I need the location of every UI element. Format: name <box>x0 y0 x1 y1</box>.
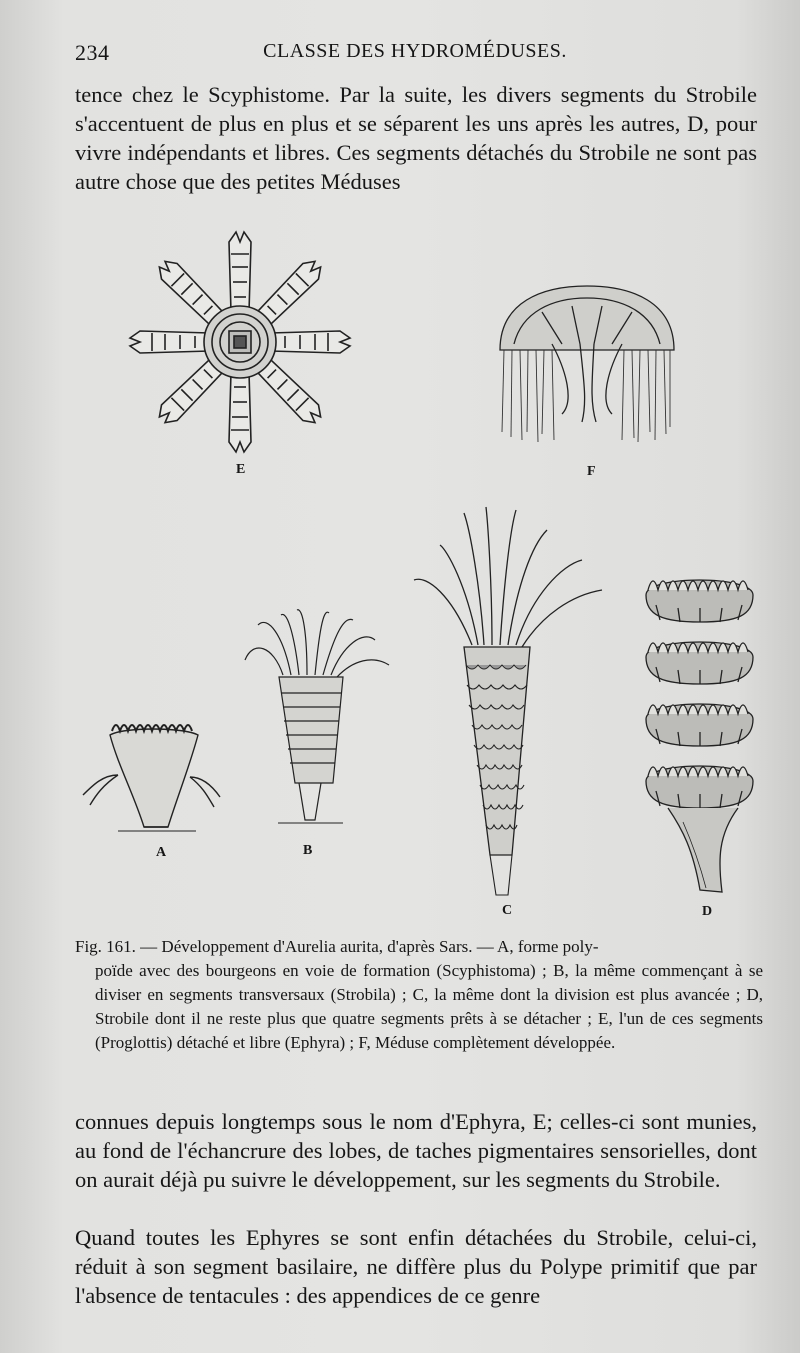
label-a: A <box>156 845 167 860</box>
medusa-illustration <box>492 282 682 447</box>
figure-b-strobila <box>243 605 393 858</box>
label-e: E <box>236 462 246 477</box>
label-f: F <box>587 464 596 479</box>
caption-body: poïde avec des bourgeons en voie de formation (Scyphistoma) ; B, la même commençant à se diviser en segments transversaux (Strobila) ; C, la même dont la division est plus avancée ; D, Strobile dont il ne reste plus que quatre segments prêts à se détacher ; E, l'un de ces segments (Proglottis) détaché et libre (Ephyra) ; F, Méduse complètement développée. <box>95 961 763 1052</box>
strobila-illustration <box>243 605 393 835</box>
figure-f-medusa <box>492 282 682 479</box>
label-d: D <box>702 904 713 919</box>
figure-e-ephyra <box>120 222 360 477</box>
body-paragraph-top: tence chez le Scyphistome. Par la suite, les divers segments du Strobile s'accentuent de plus en plus et se séparent les uns après les autres, D, pour vivre indépendants et libres. Ces segments détachés du Strobile ne sont pas autre chose que des petites Méduses <box>75 82 757 194</box>
running-title: CLASSE DES HYDROMÉDUSES. <box>263 40 567 62</box>
body-paragraph-continued: connues depuis longtemps sous le nom d'Ephyra, E; celles-ci sont munies, au fond de l'échancrure des lobes, de taches pigmentaires sensorielles, dont on aurait déjà pu suivre le développement, sur les segments du Strobile. <box>75 1109 757 1192</box>
ephyra-illustration <box>120 222 360 462</box>
page-header <box>75 40 755 68</box>
figure-a-scyphistoma <box>78 715 228 860</box>
label-c: C <box>502 903 513 918</box>
strobila-advanced-illustration <box>412 505 607 900</box>
scyphistoma-illustration <box>78 715 228 840</box>
figure-caption <box>75 935 763 1055</box>
figure-c-strobila-advanced <box>412 505 607 918</box>
body-paragraph-next: Quand toutes les Ephyres se sont enfin détachées du Strobile, celui-ci, réduit à son segment basilaire, ne diffère plus du Polype primitif que par l'absence de tentacules : des appendices de ce genre <box>75 1225 757 1308</box>
figure-d-strobila-four-segments <box>638 560 763 919</box>
label-b: B <box>303 843 313 858</box>
caption-first-line: Fig. 161. — Développement d'Aurelia aurita, d'après Sars. — A, forme poly- <box>75 937 599 956</box>
page-number: 234 <box>75 40 110 65</box>
strobila-segments-illustration <box>638 560 763 900</box>
